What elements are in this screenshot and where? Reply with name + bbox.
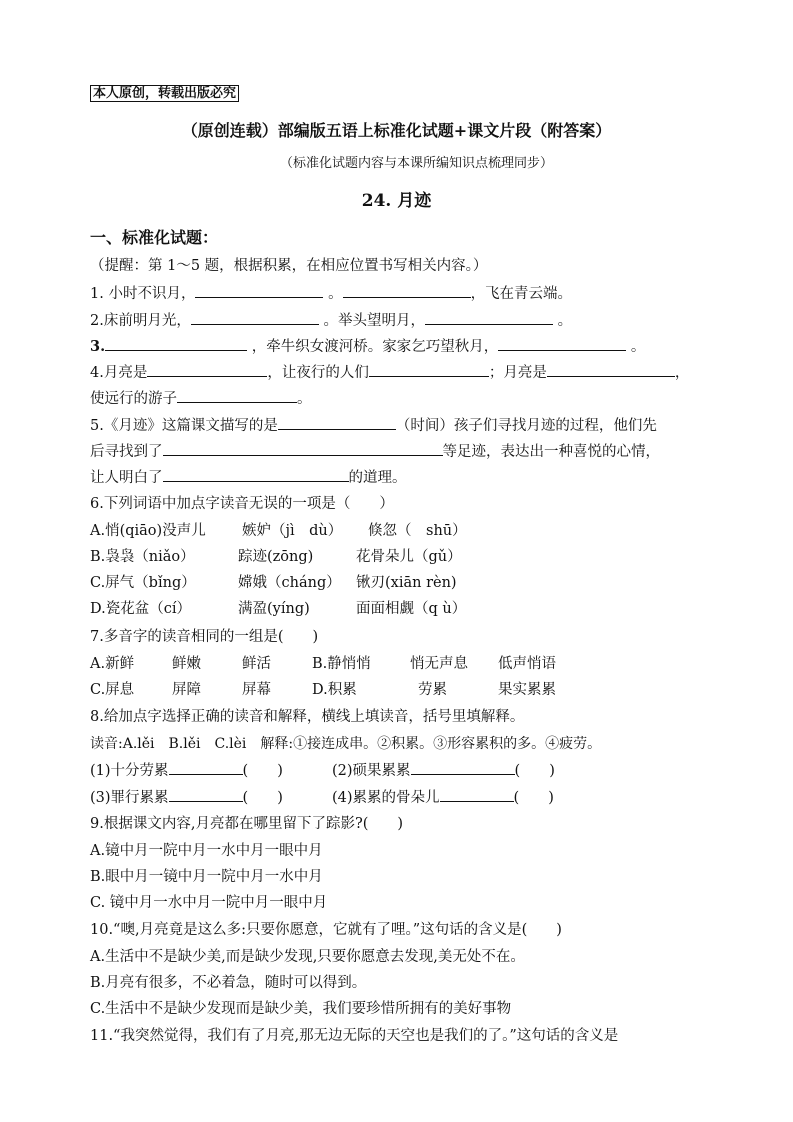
q8-item: (1)十分劳累 ( ): [90, 760, 283, 781]
question-4-cont: 使远行的游子 。: [90, 388, 312, 409]
q8-item: (2)硕果累累 ( ): [332, 760, 555, 781]
q6-option[interactable]: C.屏气（bǐng）: [90, 575, 196, 591]
q6-option[interactable]: A.悄(qiāo)没声儿: [90, 523, 206, 539]
question-4: 4.月亮是 ，让夜行的人们 ；月亮是 ，: [90, 362, 689, 383]
q7-option[interactable]: A.新鲜: [90, 656, 135, 672]
q7-option: 悄无声息: [410, 656, 468, 672]
q6-option: 面面相觑（q ù）: [356, 601, 467, 617]
q8-item: (3)罪行累累 ( ): [90, 787, 283, 808]
answer-blank[interactable]: [425, 310, 553, 325]
q6-option: 倏忽（ shū）: [368, 523, 467, 539]
q9-option-c[interactable]: C. 镜中月一水中月一院中月一眼中月: [90, 895, 328, 911]
q7-option: 果实累累: [498, 682, 556, 698]
q9-option-b[interactable]: B.眼中月一镜中月一院中月一水中月: [90, 869, 323, 885]
q7-option: 鲜活: [242, 656, 271, 672]
document-title: （原创连载）部编版五语上标准化试题+课文片段（附答案）: [181, 121, 612, 140]
q7-option[interactable]: D.积累: [312, 682, 357, 698]
answer-blank[interactable]: [169, 760, 243, 775]
question-5: 5.《月迹》这篇课文描写的是 （时间）孩子们寻找月迹的过程，他们先: [90, 415, 657, 436]
q6-option: 嫉妒（jì dù）: [242, 523, 343, 539]
question-6-stem: 6.下列词语中加点字读音无误的一项是（ ）: [90, 496, 394, 512]
section-heading: 一、标准化试题：: [90, 228, 219, 247]
question-9-stem: 9.根据课文内容,月亮都在哪里留下了踪影?( ): [90, 816, 404, 832]
answer-blank[interactable]: [177, 388, 297, 403]
q10-option-c[interactable]: C.生活中不是缺少发现而是缺少美，我们要珍惜所拥有的美好事物: [90, 1001, 512, 1017]
q7-option: 屏障: [172, 682, 201, 698]
question-8-stem: 8.给加点字选择正确的读音和解释，横线上填读音，括号里填解释。: [90, 709, 525, 725]
q7-option: 劳累: [418, 682, 447, 698]
question-11-stem: 11.“我突然觉得，我们有了月亮,那无边无际的天空也是我们的了。”这句话的含义是: [90, 1028, 619, 1044]
question-1: 1. 小时不识月， 。 ，飞在青云端。: [90, 283, 572, 304]
q6-option: 花骨朵儿（gǔ）: [356, 549, 462, 565]
answer-blank[interactable]: [163, 467, 349, 482]
answer-blank[interactable]: [163, 441, 443, 456]
q10-option-b[interactable]: B.月亮有很多，不必着急，随时可以得到。: [90, 975, 367, 991]
q6-option[interactable]: B.袅袅（niǎo）: [90, 549, 195, 565]
question-2: 2.床前明月光， 。举头望明月， 。: [90, 310, 572, 331]
q7-option[interactable]: C.屏息: [90, 682, 135, 698]
question-7-stem: 7.多音字的读音相同的一组是( ): [90, 629, 319, 645]
lesson-title: 24. 月迹: [361, 191, 432, 211]
q6-option: 嫦娥（cháng）: [238, 575, 341, 591]
section-hint: （提醒：第 1～5 题，根据积累，在相应位置书写相关内容。）: [90, 258, 488, 274]
q6-option: 锹刃(xiān rèn): [356, 575, 457, 591]
q7-option: 鲜嫩: [172, 656, 201, 672]
q7-option[interactable]: B.静悄悄: [312, 656, 371, 672]
q10-option-a[interactable]: A.生活中不是缺少美,而是缺少发现,只要你愿意去发现,美无处不在。: [90, 949, 525, 965]
q6-option[interactable]: D.瓷花盆（cí）: [90, 601, 191, 617]
question-8-options: 读音:A.lěi B.lěi C.lèi 解释:①接连成串。②积累。③形容累积的多。④疲劳。: [90, 736, 602, 752]
answer-blank[interactable]: [278, 415, 396, 430]
answer-blank[interactable]: [147, 362, 267, 377]
answer-blank[interactable]: [343, 283, 471, 298]
answer-blank[interactable]: [369, 362, 489, 377]
q7-option: 屏幕: [242, 682, 271, 698]
answer-blank[interactable]: [498, 336, 626, 351]
answer-blank[interactable]: [195, 283, 323, 298]
answer-blank[interactable]: [105, 336, 247, 351]
answer-blank[interactable]: [547, 362, 675, 377]
copyright-notice: 本人原创，转载出版必究: [90, 83, 239, 104]
q6-option: 踪迹(zōng): [238, 549, 314, 565]
question-5-cont: 后寻找到了 等足迹，表达出一种喜悦的心情，: [90, 441, 660, 462]
answer-blank[interactable]: [169, 787, 243, 802]
q6-option: 满盈(yíng): [238, 601, 310, 617]
answer-blank[interactable]: [191, 310, 319, 325]
q7-option: 低声悄语: [498, 656, 556, 672]
question-5-cont2: 让人明白了 的道理。: [90, 467, 407, 488]
question-10-stem: 10.“噢,月亮竟是这么多:只要你愿意，它就有了哩。”这句话的含义是( ): [90, 922, 562, 938]
document-subtitle: （标准化试题内容与本课所编知识点梳理同步）: [279, 156, 553, 171]
q8-item: (4)累累的骨朵儿 ( ): [332, 787, 554, 808]
answer-blank[interactable]: [411, 760, 515, 775]
q9-option-a[interactable]: A.镜中月一院中月一水中月一眼中月: [90, 843, 323, 859]
answer-blank[interactable]: [440, 787, 514, 802]
question-3: 3. ，牵牛织女渡河桥。家家乞巧望秋月， 。: [90, 338, 646, 355]
